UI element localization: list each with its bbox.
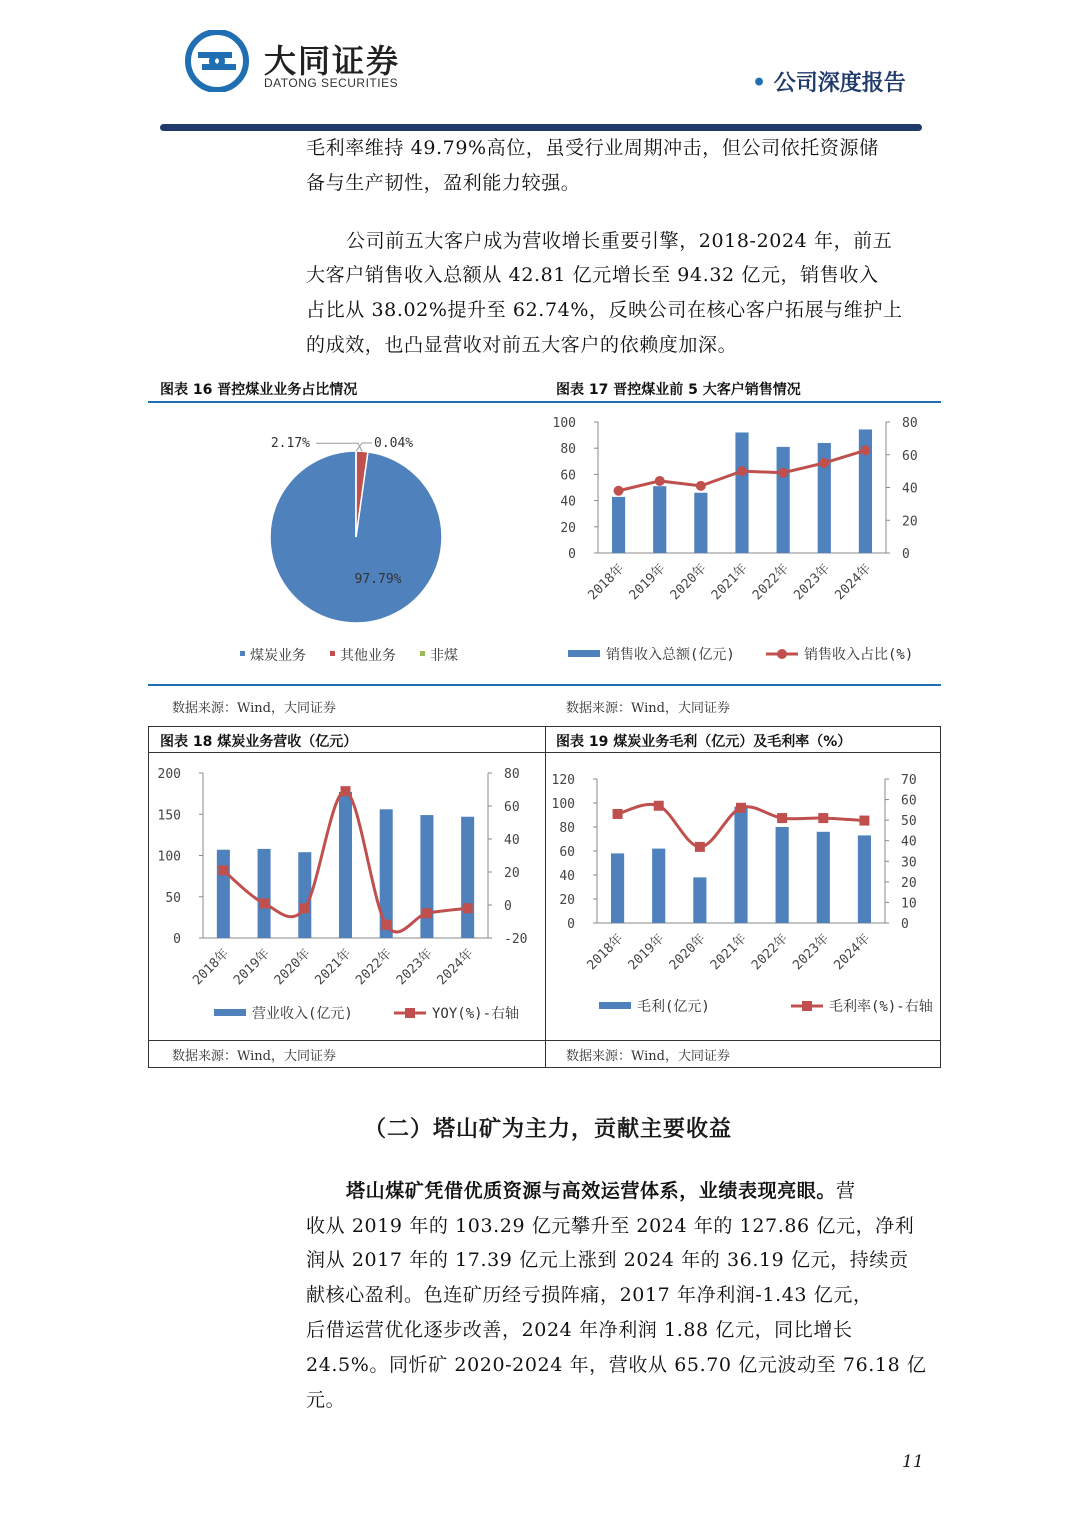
y-tick-label: 50 — [901, 814, 917, 830]
y-tick-label: 60 — [902, 448, 918, 464]
line-marker — [818, 813, 828, 823]
y-tick-label: 0 — [504, 899, 512, 914]
logo-name-cn: 大同证券 — [264, 42, 401, 80]
x-tick-label: 2024年 — [831, 931, 874, 974]
line-marker — [463, 903, 473, 913]
paragraph-line: 献核心盈利。色连矿历经亏损阵痛，2017 年净利润-1.43 亿元， — [306, 1284, 873, 1306]
y-tick-label: 100 — [552, 416, 576, 431]
y-tick-label: 200 — [157, 767, 181, 782]
data-source: 数据来源：Wind，大同证券 — [566, 701, 730, 716]
figure-title: 图表 16 晋控煤业业务占比情况 — [160, 382, 358, 398]
figure-title: 图表 18 煤炭业务营收（亿元） — [160, 734, 358, 750]
legend-swatch — [568, 650, 600, 657]
x-tick-label: 2023年 — [791, 561, 834, 604]
legend-swatch — [420, 651, 425, 656]
legend-swatch — [802, 1001, 812, 1011]
bar — [653, 486, 666, 553]
bar — [777, 447, 790, 553]
bar — [734, 807, 747, 923]
combo-chart-customers — [546, 404, 941, 684]
line-marker — [777, 813, 787, 823]
leader-line — [316, 443, 362, 451]
bar — [776, 827, 789, 923]
logo-name-en: DATONG SECURITIES — [264, 76, 399, 90]
bar — [652, 849, 665, 923]
x-tick-label: 2023年 — [790, 931, 833, 974]
x-tick-label: 2019年 — [626, 561, 669, 604]
y-tick-label: 20 — [902, 514, 918, 530]
data-source: 数据来源：Wind，大同证券 — [172, 701, 336, 716]
data-source: 数据来源：Wind，大同证券 — [566, 1049, 730, 1064]
y-tick-label: 80 — [559, 821, 575, 836]
pie-label: 97.79% — [354, 572, 402, 587]
x-tick-label: 2018年 — [584, 931, 627, 974]
paragraph-line: 塔山煤矿凭借优质资源与高效运营体系，业绩表现亮眼。营 — [346, 1180, 856, 1202]
y-tick-label: 20 — [901, 875, 917, 891]
legend-label: 营业收入(亿元) — [252, 1006, 353, 1022]
x-tick-label: 2021年 — [312, 946, 355, 989]
y-tick-label: 100 — [551, 797, 575, 812]
legend-label: YOY(%)-右轴 — [432, 1006, 520, 1022]
line-marker — [613, 809, 623, 819]
legend-swatch — [777, 649, 787, 659]
paragraph-line: 毛利率维持 49.79%高位，虽受行业周期冲击，但公司依托资源储 — [306, 137, 879, 159]
x-tick-label: 2022年 — [353, 946, 396, 989]
header-rule — [160, 124, 922, 131]
y-tick-label: 80 — [560, 442, 576, 458]
bar — [694, 493, 707, 553]
paragraph-line: 元。 — [306, 1389, 346, 1411]
y-tick-label: 120 — [551, 773, 575, 788]
bar — [735, 432, 748, 553]
paragraph-line: 24.5%。同忻矿 2020-2024 年，营收从 65.70 亿元波动至 76.18 亿 — [306, 1354, 927, 1376]
y-tick-label: 40 — [560, 494, 576, 510]
legend-label: 毛利率(%)-右轴 — [829, 999, 933, 1015]
legend-label: 销售收入占比(%) — [804, 647, 914, 663]
company-logo — [184, 30, 424, 94]
x-tick-label: 2021年 — [707, 931, 750, 974]
x-tick-label: 2020年 — [667, 561, 710, 604]
line-marker — [300, 903, 310, 913]
line-marker — [696, 481, 706, 491]
y-tick-label: 100 — [157, 849, 181, 865]
pie-chart — [148, 404, 544, 684]
line-marker — [859, 816, 869, 826]
bar — [612, 497, 625, 553]
paragraph-line: 润从 2017 年的 17.39 亿元上涨到 2024 年的 36.19 亿元，持续贡 — [306, 1249, 909, 1271]
y-tick-label: 0 — [568, 547, 576, 562]
line-marker — [737, 466, 747, 476]
figure-title-rule — [148, 752, 941, 753]
y-tick-label: 150 — [157, 808, 181, 824]
x-tick-label: 2020年 — [271, 946, 314, 989]
legend-label: 其他业务 — [340, 648, 396, 664]
legend-label: 毛利(亿元) — [637, 999, 710, 1015]
x-tick-label: 2019年 — [625, 931, 668, 974]
y-tick-label: 20 — [559, 893, 575, 908]
bar — [693, 877, 706, 923]
y-tick-label: 0 — [173, 932, 181, 947]
pie-label: 0.04% — [374, 436, 414, 452]
x-tick-label: 2024年 — [832, 561, 875, 604]
line-marker — [218, 865, 228, 875]
figure-title: 图表 19 煤炭业务毛利（亿元）及毛利率（%） — [556, 734, 852, 750]
legend-swatch — [330, 651, 335, 656]
y-tick-label: 20 — [560, 520, 576, 536]
section-heading: （二）塔山矿为主力，贡献主要收益 — [364, 1116, 733, 1142]
legend-swatch — [599, 1002, 631, 1009]
y-tick-label: 60 — [901, 793, 917, 809]
y-tick-label: 50 — [165, 890, 181, 906]
y-tick-label: 40 — [902, 481, 918, 497]
figure-divider — [545, 726, 546, 1068]
y-tick-label: -20 — [504, 932, 528, 947]
y-tick-label: 30 — [901, 855, 917, 871]
bar — [817, 832, 830, 923]
bar — [611, 853, 624, 923]
combo-chart-revenue — [150, 754, 544, 1038]
paragraph-line: 大客户销售收入总额从 42.81 亿元增长至 94.32 亿元，销售收入 — [306, 264, 879, 286]
line-marker — [614, 486, 624, 496]
y-tick-label: 60 — [504, 800, 520, 815]
legend-label: 非煤 — [430, 648, 458, 664]
bold-lead: 塔山煤矿凭借优质资源与高效运营体系，业绩表现亮眼。 — [346, 1180, 837, 1202]
logo-mark-icon — [184, 30, 250, 92]
page-number: 11 — [902, 1452, 924, 1472]
y-tick-label: 70 — [901, 773, 917, 788]
line-marker — [381, 920, 391, 930]
y-tick-label: 60 — [560, 468, 576, 484]
legend-swatch — [240, 651, 245, 656]
line-marker — [259, 898, 269, 908]
y-tick-label: 0 — [901, 917, 909, 932]
x-tick-label: 2018年 — [190, 946, 233, 989]
bullet: • — [752, 70, 774, 96]
x-tick-label: 2022年 — [749, 931, 791, 974]
report-type-label: • 公司深度报告 — [752, 70, 906, 96]
data-source: 数据来源：Wind，大同证券 — [172, 1049, 336, 1064]
y-tick-label: 0 — [902, 547, 910, 562]
combo-chart-gross-profit — [547, 754, 939, 1038]
bar — [258, 849, 271, 938]
line-marker — [655, 476, 665, 486]
legend-swatch — [214, 1009, 246, 1016]
bar — [420, 815, 433, 938]
x-tick-label: 2022年 — [750, 561, 792, 604]
y-tick-label: 20 — [504, 866, 520, 881]
paragraph-line: 公司前五大客户成为营收增长重要引擎，2018-2024 年，前五 — [346, 230, 893, 252]
y-tick-label: 80 — [504, 767, 520, 782]
line-marker — [819, 458, 829, 468]
bar — [858, 835, 871, 923]
x-tick-label: 2018年 — [585, 561, 628, 604]
paragraph-line: 备与生产韧性，盈利能力较强。 — [306, 172, 581, 194]
paragraph-line: 后借运营优化逐步改善，2024 年净利润 1.88 亿元，同比增长 — [306, 1319, 853, 1341]
x-tick-label: 2019年 — [230, 946, 273, 989]
bar — [461, 817, 474, 938]
paragraph-line: 占比从 38.02%提升至 62.74%，反映公司在核心客户拓展与维护上 — [306, 299, 903, 321]
y-tick-label: 40 — [504, 833, 520, 848]
legend-label: 销售收入总额(亿元) — [606, 647, 735, 663]
line-marker — [778, 468, 788, 478]
line-marker — [422, 908, 432, 918]
figure-rule — [148, 401, 941, 403]
y-tick-label: 0 — [567, 917, 575, 932]
bar — [217, 850, 230, 938]
legend-swatch — [405, 1008, 415, 1018]
x-tick-label: 2023年 — [393, 946, 436, 989]
y-tick-label: 80 — [902, 416, 918, 431]
figure-rule — [148, 684, 941, 686]
line-marker — [695, 842, 705, 852]
line-marker — [341, 786, 351, 796]
figure-source-rule — [148, 1040, 941, 1041]
x-tick-label: 2024年 — [434, 946, 477, 989]
line-marker — [736, 803, 746, 813]
figure-title: 图表 17 晋控煤业前 5 大客户销售情况 — [556, 382, 801, 398]
y-tick-label: 40 — [559, 869, 575, 884]
pie-label: 2.17% — [270, 436, 310, 452]
bar — [339, 792, 352, 938]
x-tick-label: 2020年 — [666, 931, 709, 974]
y-tick-label: 40 — [901, 834, 917, 850]
paragraph-line: 的成效，也凸显营收对前五大客户的依赖度加深。 — [306, 334, 738, 356]
legend-label: 煤炭业务 — [250, 648, 306, 664]
y-tick-label: 10 — [901, 896, 917, 912]
line-marker — [860, 445, 870, 455]
x-tick-label: 2021年 — [708, 561, 751, 604]
paragraph-line: 收从 2019 年的 103.29 亿元攀升至 2024 年的 127.86 亿元，净利 — [306, 1215, 915, 1237]
line-marker — [654, 801, 664, 811]
y-tick-label: 60 — [559, 845, 575, 860]
